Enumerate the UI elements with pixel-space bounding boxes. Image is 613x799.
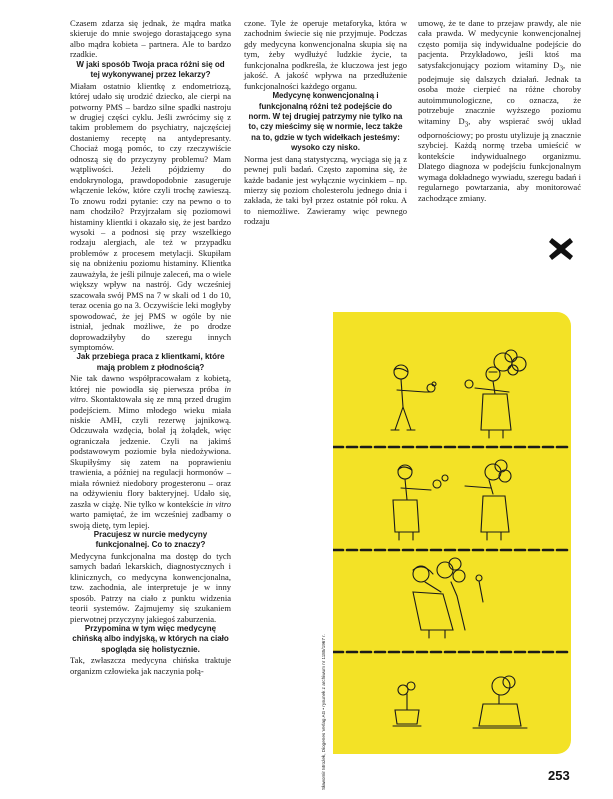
- interview-question: W jaki sposób Twoja praca różni się od tej wykonywanej przez lekarzy?: [76, 59, 225, 80]
- paragraph: Norma jest daną statystyczną, wyciąga się ją z pewnej puli badań. Często zapomina się, że każde badanie jest wyłącznie wycinkiem – np. mierzy się poziom cholesterolu jednego dnia i zakłada, że taki był przez ostatnie pół roku. A to niemożliwe. Zawieramy więc pewnego rodzaju: [244, 153, 407, 227]
- cartoon-panel-1: [391, 350, 526, 438]
- cartoon-panel-2: [393, 460, 511, 540]
- paragraph: Miałam ostatnio klientkę z endometriozą, której udało się urodzić dziecko, ale cierpi na potworny PMS – bardzo silne spadki nastroju w drugiej części cyklu. Jeśli zwrócimy się z takim problemem do psychiatry, najczęściej dostaniemy receptę na antydepresanty. Chociaż mogą pomóc, to czy rzeczywiście odnoszą się do przyczyny problemu? Mam wątpliwości. Jeżeli pójdziemy do endokrynologa, prawdopodobnie zasugeruje włączenie leków, które czyli trochę zawieszą. To znowu rodzi pytanie: czy na pewno o to nam chodziło? Przyjrzałam się poziomowi histaminy klientki i okazało się, że jest bardzo wysoki – a podnosi się przy wszelkiego rodzaju alergiach, ale też w przypadku problemów z procesem metylacji. Skupiłam się na obniżeniu poziomu histaminy. Klientka zauważyła, że jeśli pilnuje zaleceń, ma o wiele większy wpływ na nastrój. Gdy wcześniej szacowała swój PMS na 7 w skali od 1 do 10, teraz ocenia go na 3. Oczywiście leki mogłyby spowodować, że jej PMS w ogóle by nie istniał, jednak możliwe, że po drodze doprowadziłyby do szeregu innych symptomów.: [70, 80, 231, 352]
- interview-question: Przypomina w tym więc medycynę chińską albo indyjską, w których na ciało spogląda się holistycznie.: [72, 624, 229, 654]
- paragraph: Medycyna funkcjonalna ma dostęp do tych samych badań lekarskich, diagnostycznych i klinicznych, co medycyna konwencjonalna, tzw. zachodnia, ale interpretuje je w inny sposób. Patrzy na ciało z punktu widzenia teorii systemów. Zajmujemy się szukaniem pierwotnej przyczyny jakiegoś zaburzenia.: [70, 550, 231, 624]
- illustration-credit: Sławomir Mrożek, Diogenes Verlag AG • rysunek z archiwum nr 1185/1967 r.: [321, 634, 326, 790]
- paragraph: Nie tak dawno współpracowałam z kobietą, której nie powiodła się pierwsza próba in vitro. Skontaktowała się ze mną przed drugim podejściem. Mimo młodego wieku miała niskie AMH, czyli rezerwę jajnikową. Odczuwała wzdęcia, bolał ją żołądek, więc ograniczała jedzenie. Czyli na jakimś podstawowym poziomie była niedożywiona. Skupiłyśmy się zatem na poprawieniu trawienia, a później na regulacji hormonów – miała również niedobory progesteronu – oraz na odżywieniu flory bakteryjnej. Udało się, zaszła w ciążę. Nie tylko w kontekście in vitro warto pamiętać, że im wcześniej zadbamy o swoją dietę, tym lepiej.: [70, 373, 231, 530]
- page-number: 253: [548, 768, 570, 783]
- paragraph: Tak, zwłaszcza medycyna chińska traktuje organizm człowieka jak naczynia połą-: [70, 655, 231, 676]
- article-column-3: [418, 18, 581, 203]
- article-column-1: [70, 18, 231, 676]
- cartoon-illustration: [333, 312, 571, 754]
- interview-question: Jak przebiega praca z klientkami, które mają problem z płodnością?: [76, 352, 225, 372]
- paragraph: umowę, że te dane to przejaw prawdy, ale nie cała prawda. W medycynie konwencjonalnej często pomija się indywidualne podejście do pacjenta. Przykładowo, jeśli ktoś ma satysfakcjonujący poziom witaminy $D_3$, nie podejmuje się dalszych działań. Jednak ta osoba może cierpieć na różne choroby autoimmunologiczne, co oznacza, że potrzebuje znacznie wyższego poziomu witaminy $D_3$, aby wspierać swój układ odpornościowy; po prostu utylizuje ją znacznie szybciej. Każdą normę trzeba umieścić w kontekście indywidualnego organizmu. Dlatego diagnoza w podejściu funkcjonalnym wymaga dokładnego wywiadu, szeregu badań i regularnego powtarzania, aby monitorować zachodzące zmiany.: [418, 18, 582, 203]
- cartoon-panel-4: [393, 676, 527, 728]
- paragraph: Czasem zdarza się jednak, że mądra matka skieruje do mnie swojego dorastającego syna albo mądra kobieta – partnera. Ale to bardzo rzadkie.: [70, 18, 231, 60]
- cartoon-panel-3: [413, 558, 483, 638]
- article-column-2: [244, 18, 407, 227]
- paragraph: czone. Tyle że operuje metaforyka, która w zachodnim świecie się nie przyjmuje. Podczas gdy medycyna konwencjonalna skupia się na tym, żeby wydłużyć ludzkie życie, ta funkcjonalna podkreśla, że kluczowa jest jego jakość. A jakość wpływa na przedłużenie funkcjonalności każdego organu.: [244, 18, 407, 91]
- pull-quote: Medycynę konwencjonalną i funkcjonalną różni też podejście do norm. W tej drugiej patrzymy nie tylko na to, czy mieścimy się w normie, lecz także na to, gdzie w tych widełkach jesteśmy: wysoko czy nisko.: [248, 91, 403, 153]
- cross-end-icon: [548, 236, 574, 262]
- interview-question: Pracujesz w nurcie medycyny funkcjonalnej. Co to znaczy?: [93, 530, 208, 550]
